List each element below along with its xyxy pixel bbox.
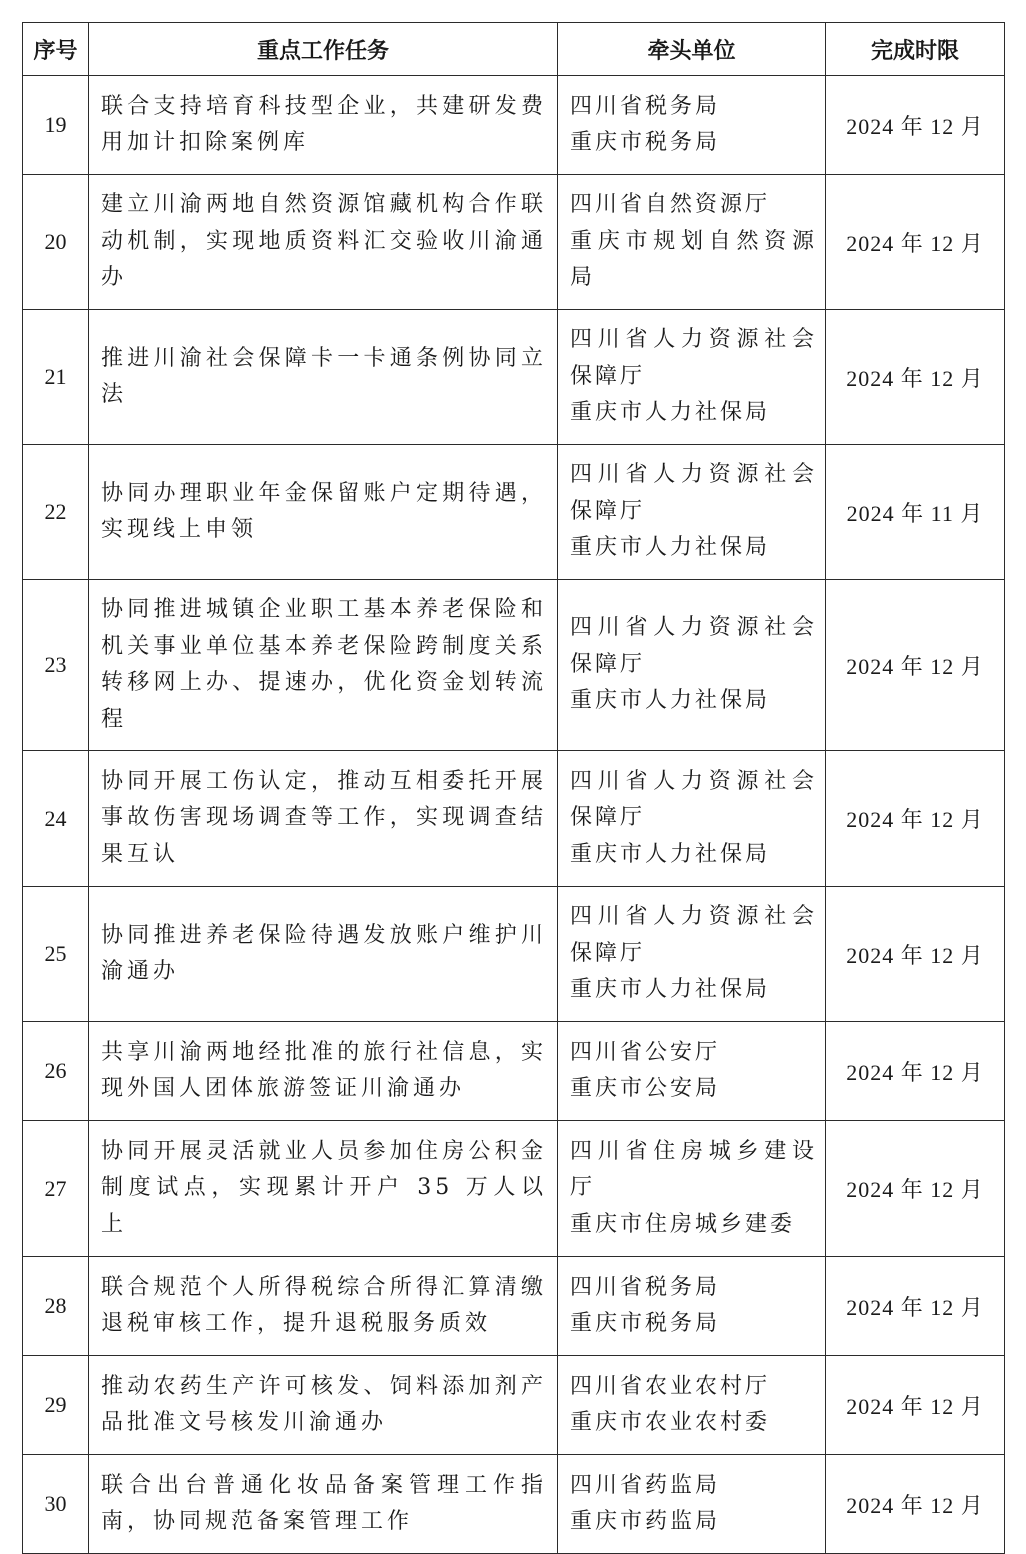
lead-unit-sichuan: 四川省人力资源社会保障厅	[570, 615, 817, 677]
row-lead	[558, 1121, 826, 1257]
lead-unit-sichuan: 四川省农业农村厅	[570, 1373, 771, 1399]
table-row	[23, 76, 1005, 175]
lead-unit-chongqing: 重庆市住房城乡建委	[570, 1211, 796, 1237]
row-deadline: 2024 年 12 月	[826, 175, 1005, 310]
row-deadline: 2024 年 12 月	[826, 76, 1005, 175]
table-row	[23, 1455, 1005, 1554]
row-task: 联合规范个人所得税综合所得汇算清缴退税审核工作，提升退税服务质效	[89, 1257, 558, 1356]
row-lead	[558, 1356, 826, 1455]
row-lead	[558, 580, 826, 751]
row-task: 协同开展工伤认定，推动互相委托开展事故伤害现场调查等工作，实现调查结果互认	[89, 751, 558, 887]
header-due: 完成时限	[826, 23, 1005, 76]
row-number: 20	[23, 175, 89, 310]
row-deadline: 2024 年 12 月	[826, 1257, 1005, 1356]
row-deadline: 2024 年 12 月	[826, 887, 1005, 1022]
table-row	[23, 887, 1005, 1022]
task-table-container	[22, 22, 1004, 1554]
row-number: 21	[23, 310, 89, 445]
row-task: 推动农药生产许可核发、饲料添加剂产品批准文号核发川渝通办	[89, 1356, 558, 1455]
lead-unit-sichuan: 四川省人力资源社会保障厅	[570, 462, 817, 524]
row-deadline: 2024 年 12 月	[826, 1356, 1005, 1455]
lead-unit-sichuan: 四川省住房城乡建设厅	[570, 1138, 817, 1201]
table-row	[23, 580, 1005, 751]
header-lead: 牵头单位	[558, 23, 826, 76]
row-task: 建立川渝两地自然资源馆藏机构合作联动机制，实现地质资料汇交验收川渝通办	[89, 175, 558, 310]
lead-unit-chongqing: 重庆市人力社保局	[570, 841, 771, 867]
task-table	[22, 22, 1005, 1554]
table-row	[23, 751, 1005, 887]
row-task: 共享川渝两地经批准的旅行社信息，实现外国人团体旅游签证川渝通办	[89, 1022, 558, 1121]
table-row	[23, 1356, 1005, 1455]
lead-unit-sichuan: 四川省税务局	[570, 93, 721, 119]
lead-unit-sichuan: 四川省人力资源社会保障厅	[570, 327, 817, 389]
row-number: 28	[23, 1257, 89, 1356]
lead-unit-chongqing: 重庆市税务局	[570, 1311, 721, 1336]
table-row	[23, 1022, 1005, 1121]
lead-unit-sichuan: 四川省税务局	[570, 1274, 721, 1300]
row-task: 协同推进城镇企业职工基本养老保险和机关事业单位基本养老保险跨制度关系转移网上办、提速办，优化资金划转流程	[89, 580, 558, 751]
header-no: 序号	[23, 23, 89, 76]
row-lead	[558, 175, 826, 310]
row-lead	[558, 76, 826, 175]
row-number: 27	[23, 1121, 89, 1257]
row-number: 23	[23, 580, 89, 751]
lead-unit-chongqing: 重庆市人力社保局	[570, 688, 771, 714]
row-deadline: 2024 年 11 月	[826, 445, 1005, 580]
row-deadline: 2024 年 12 月	[826, 1455, 1005, 1554]
row-number: 25	[23, 887, 89, 1022]
table-row	[23, 445, 1005, 580]
row-lead	[558, 751, 826, 887]
table-row	[23, 310, 1005, 445]
lead-unit-chongqing: 重庆市公安局	[570, 1076, 721, 1101]
lead-unit-chongqing: 重庆市规划自然资源局	[570, 228, 817, 291]
row-deadline: 2024 年 12 月	[826, 751, 1005, 887]
table-row	[23, 1121, 1005, 1257]
lead-unit-sichuan: 四川省人力资源社会保障厅	[570, 768, 817, 831]
row-number: 22	[23, 445, 89, 580]
row-lead	[558, 1022, 826, 1121]
row-lead	[558, 1455, 826, 1554]
row-task: 联合支持培育科技型企业，共建研发费用加计扣除案例库	[89, 76, 558, 175]
row-lead	[558, 445, 826, 580]
lead-unit-chongqing: 重庆市人力社保局	[570, 400, 771, 426]
header-task: 重点工作任务	[89, 23, 558, 76]
lead-unit-sichuan: 四川省人力资源社会保障厅	[570, 904, 817, 966]
row-deadline: 2024 年 12 月	[826, 1022, 1005, 1121]
row-number: 29	[23, 1356, 89, 1455]
lead-unit-sichuan: 四川省自然资源厅	[570, 192, 771, 218]
row-lead	[558, 310, 826, 445]
row-lead	[558, 887, 826, 1022]
table-row	[23, 1257, 1005, 1356]
table-header-row	[23, 23, 1005, 76]
row-number: 26	[23, 1022, 89, 1121]
row-task: 协同办理职业年金保留账户定期待遇，实现线上申领	[89, 445, 558, 580]
row-number: 24	[23, 751, 89, 887]
lead-unit-sichuan: 四川省药监局	[570, 1472, 721, 1498]
row-deadline: 2024 年 12 月	[826, 580, 1005, 751]
row-lead	[558, 1257, 826, 1356]
row-task: 联合出台普通化妆品备案管理工作指南，协同规范备案管理工作	[89, 1455, 558, 1554]
row-deadline: 2024 年 12 月	[826, 1121, 1005, 1257]
lead-unit-chongqing: 重庆市药监局	[570, 1509, 721, 1534]
lead-unit-sichuan: 四川省公安厅	[570, 1039, 721, 1065]
lead-unit-chongqing: 重庆市人力社保局	[570, 535, 771, 561]
row-task: 推进川渝社会保障卡一卡通条例协同立法	[89, 310, 558, 445]
row-deadline: 2024 年 12 月	[826, 310, 1005, 445]
row-number: 30	[23, 1455, 89, 1554]
table-row	[23, 175, 1005, 310]
row-task: 协同推进养老保险待遇发放账户维护川渝通办	[89, 887, 558, 1022]
lead-unit-chongqing: 重庆市人力社保局	[570, 977, 771, 1003]
lead-unit-chongqing: 重庆市税务局	[570, 130, 721, 155]
row-number: 19	[23, 76, 89, 175]
row-task: 协同开展灵活就业人员参加住房公积金制度试点，实现累计开户 35 万人以上	[89, 1121, 558, 1257]
lead-unit-chongqing: 重庆市农业农村委	[570, 1410, 771, 1435]
